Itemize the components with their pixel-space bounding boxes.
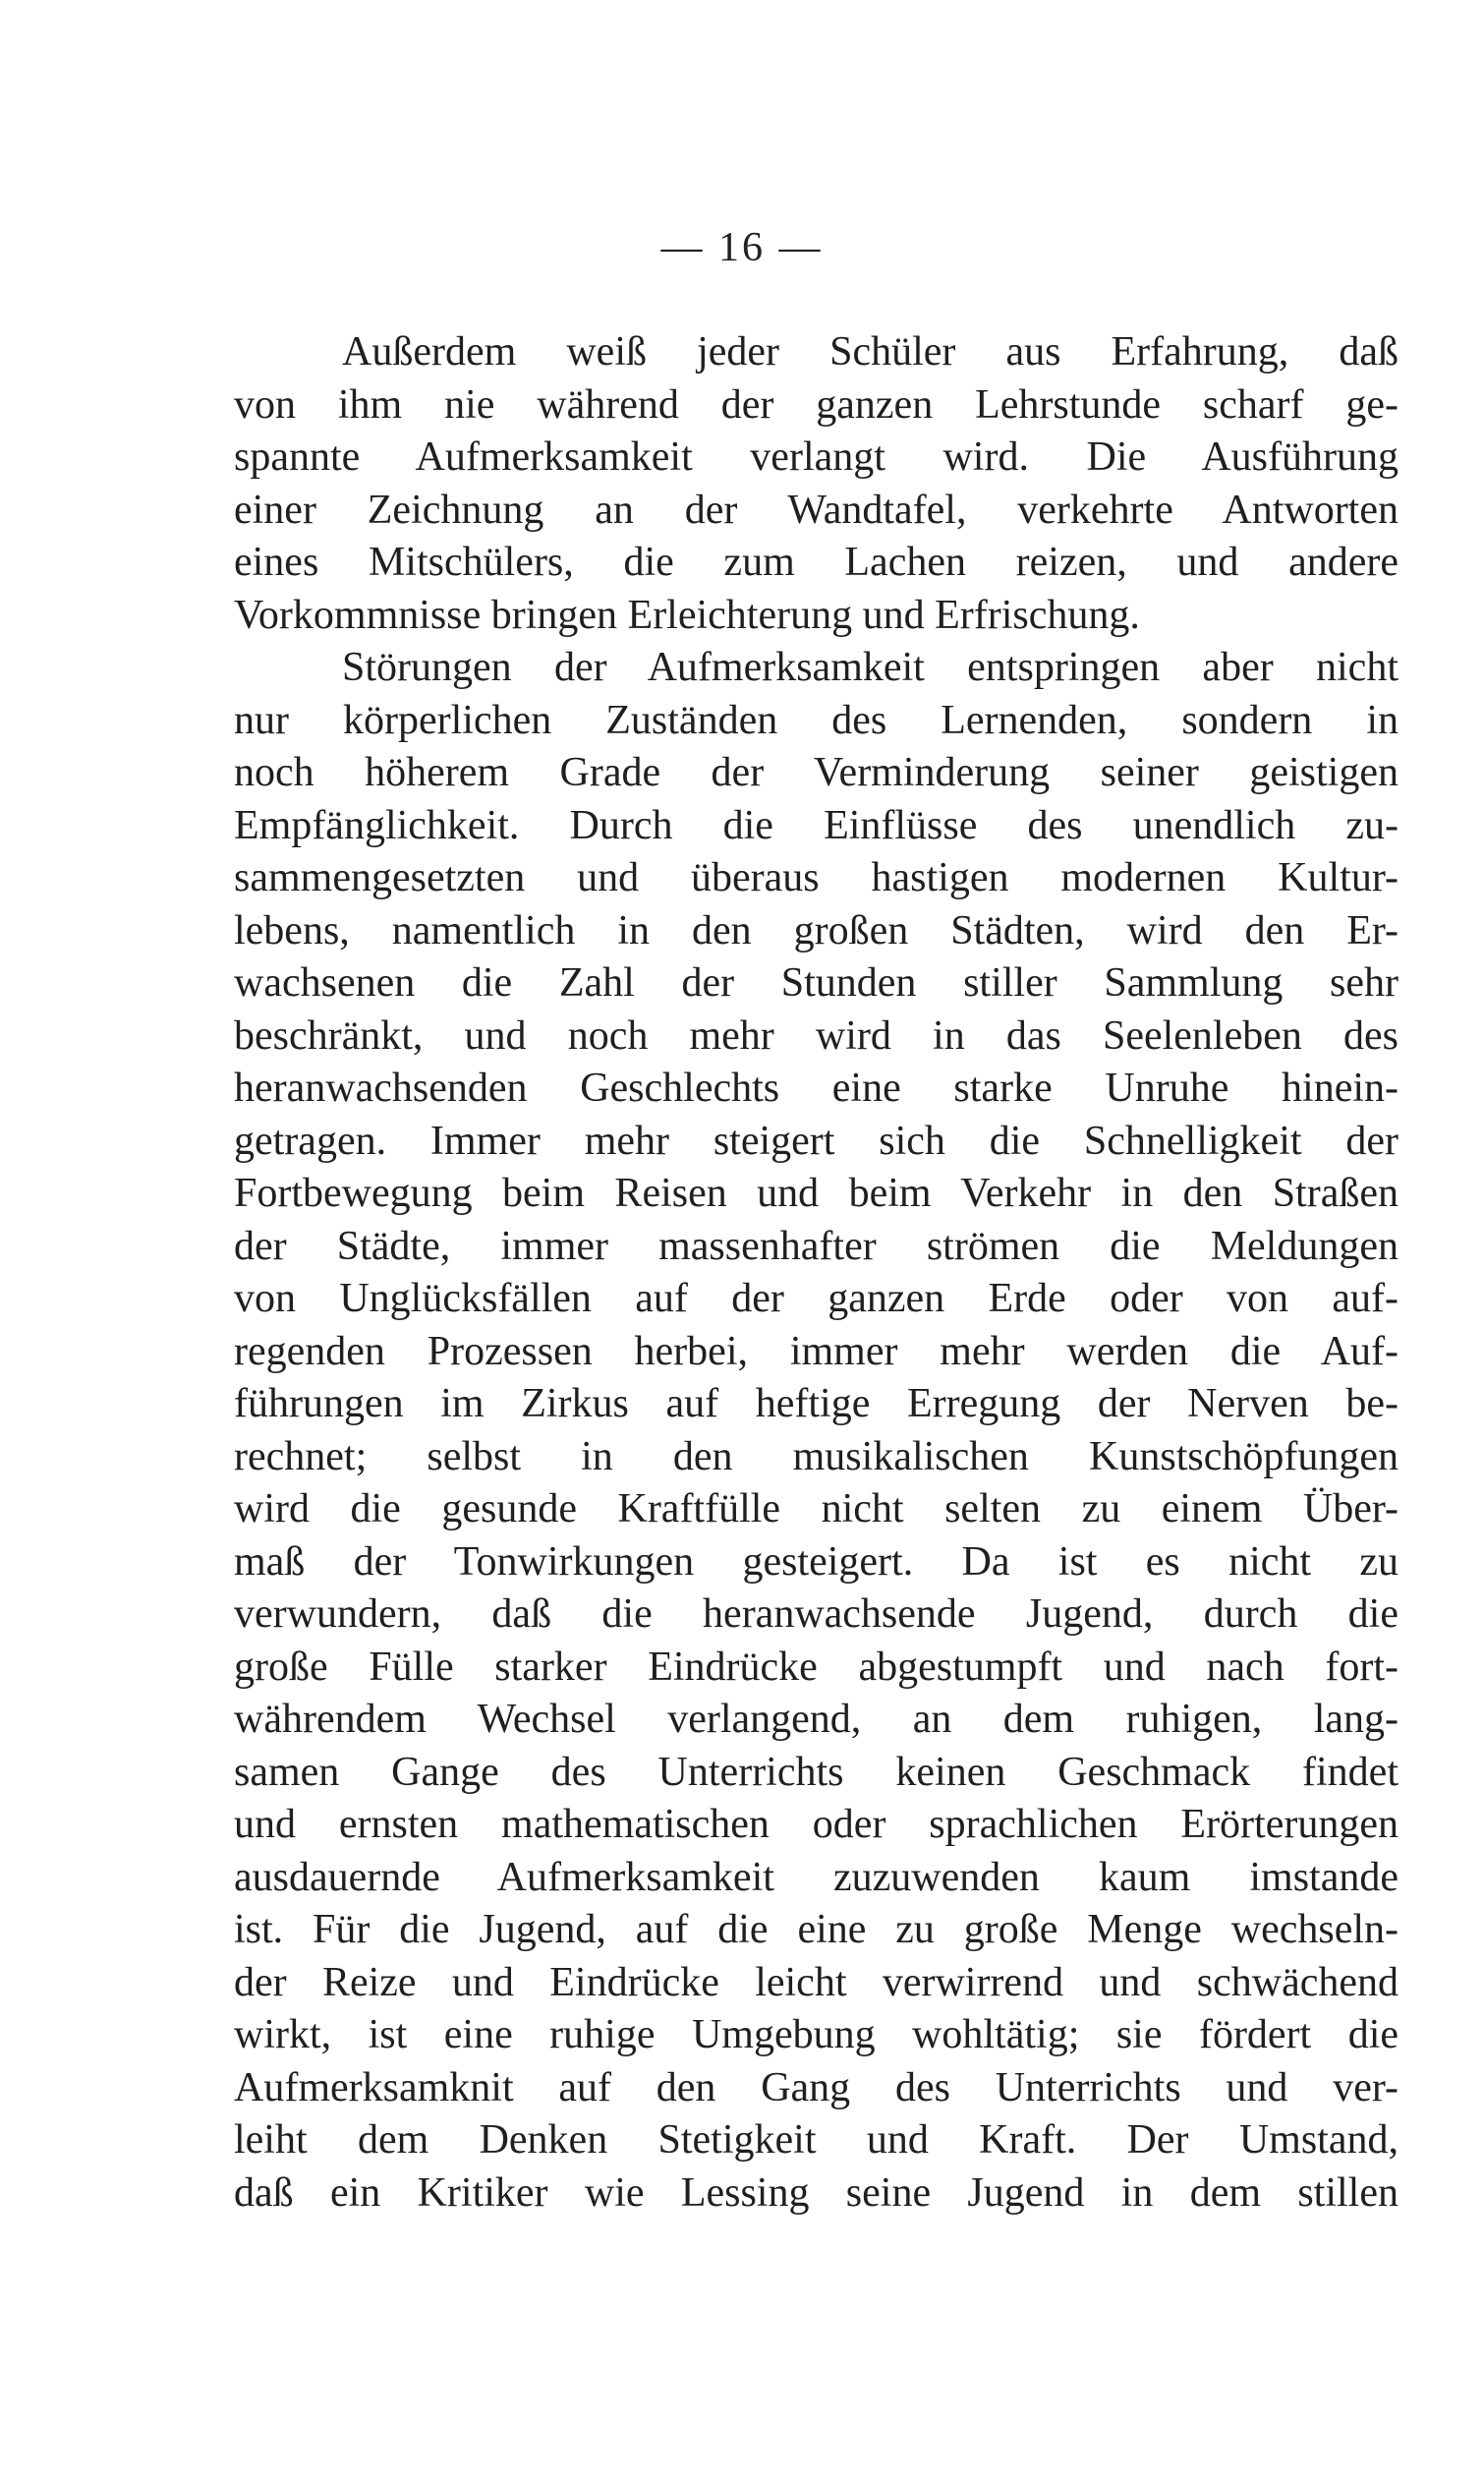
text-line: maß der Tonwirkungen gesteigert. Da ist es nicht zu	[234, 1538, 1398, 1585]
text-line: Aufmerksamknit auf den Gang des Unterrichts und ver-	[234, 2064, 1398, 2110]
text-line: der Reize und Eindrücke leicht verwirrend und schwächend	[234, 1959, 1398, 2005]
text-line: leiht dem Denken Stetigkeit und Kraft. Der Umstand,	[234, 2117, 1398, 2163]
text-line: der Städte, immer massenhafter strömen die Meldungen	[234, 1223, 1398, 1269]
text-line: Störungen der Aufmerksamkeit entspringen aber nicht	[342, 645, 1398, 690]
text-line: große Fülle starker Eindrücke abgestumpft und nach fort-	[234, 1644, 1398, 1690]
text-line: eines Mitschülers, die zum Lachen reizen, und andere	[234, 540, 1398, 585]
text-line: ist. Für die Jugend, auf die eine zu große Menge wechseln-	[234, 1907, 1398, 1952]
body-text	[234, 326, 1398, 2220]
text-line: sammengesetzten und überaus hastigen modernen Kultur-	[234, 855, 1398, 900]
text-line: verwundern, daß die heranwachsende Jugend, durch die	[234, 1591, 1398, 1637]
text-line: beschränkt, und noch mehr wird in das Seelenleben des	[234, 1012, 1398, 1059]
text-line: währendem Wechsel verlangend, an dem ruhigen, lang-	[234, 1697, 1398, 1742]
text-line: Vorkommnisse bringen Erleichterung und Erfrischung.	[234, 592, 1140, 638]
text-line: Außerdem weiß jeder Schüler aus Erfahrung, daß	[342, 329, 1398, 375]
paragraph-2	[234, 642, 1398, 2220]
text-line: wachsenen die Zahl der Stunden stiller Sammlung sehr	[234, 960, 1398, 1006]
text-line: lebens, namentlich in den großen Städten, wird den Er-	[234, 907, 1398, 953]
text-line: getragen. Immer mehr steigert sich die Schnelligkeit der	[234, 1118, 1398, 1164]
text-line: nur körperlichen Zuständen des Lernenden, sondern in	[234, 697, 1398, 743]
paragraph-1	[234, 326, 1398, 642]
text-line: spannte Aufmerksamkeit verlangt wird. Die Ausführung	[234, 434, 1398, 480]
text-line: heranwachsenden Geschlechts eine starke Unruhe hinein-	[234, 1066, 1398, 1111]
text-line: rechnet; selbst in den musikalischen Kunstschöpfungen	[234, 1433, 1398, 1479]
text-line: Empfänglichkeit. Durch die Einflüsse des unendlich zu-	[234, 802, 1398, 848]
text-line: von ihm nie während der ganzen Lehrstunde scharf ge-	[234, 381, 1398, 428]
text-line: wird die gesunde Kraftfülle nicht selten zu einem Über-	[234, 1486, 1398, 1531]
text-line: daß ein Kritiker wie Lessing seine Jugend in dem stillen	[234, 2169, 1398, 2216]
text-line: samen Gange des Unterrichts keinen Geschmack findet	[234, 1749, 1398, 1795]
text-line: von Unglücksfällen auf der ganzen Erde oder von auf-	[234, 1276, 1398, 1321]
text-line: ausdauernde Aufmerksamkeit zuzuwenden kaum imstande	[234, 1854, 1398, 1900]
text-line: führungen im Zirkus auf heftige Erregung der Nerven be-	[234, 1381, 1398, 1426]
text-line: und ernsten mathematischen oder sprachlichen Erörterungen	[234, 1802, 1398, 1847]
text-line: Fortbewegung beim Reisen und beim Verkehr in den Straßen	[234, 1171, 1398, 1216]
text-line: einer Zeichnung an der Wandtafel, verkehrte Antworten	[234, 487, 1398, 533]
text-line: regenden Prozessen herbei, immer mehr werden die Auf-	[234, 1328, 1398, 1374]
page-number: — 16 —	[660, 225, 824, 270]
text-line: noch höherem Grade der Verminderung seiner geistigen	[234, 750, 1398, 795]
text-line: wirkt, ist eine ruhige Umgebung wohltätig; sie fördert die	[234, 2012, 1398, 2057]
